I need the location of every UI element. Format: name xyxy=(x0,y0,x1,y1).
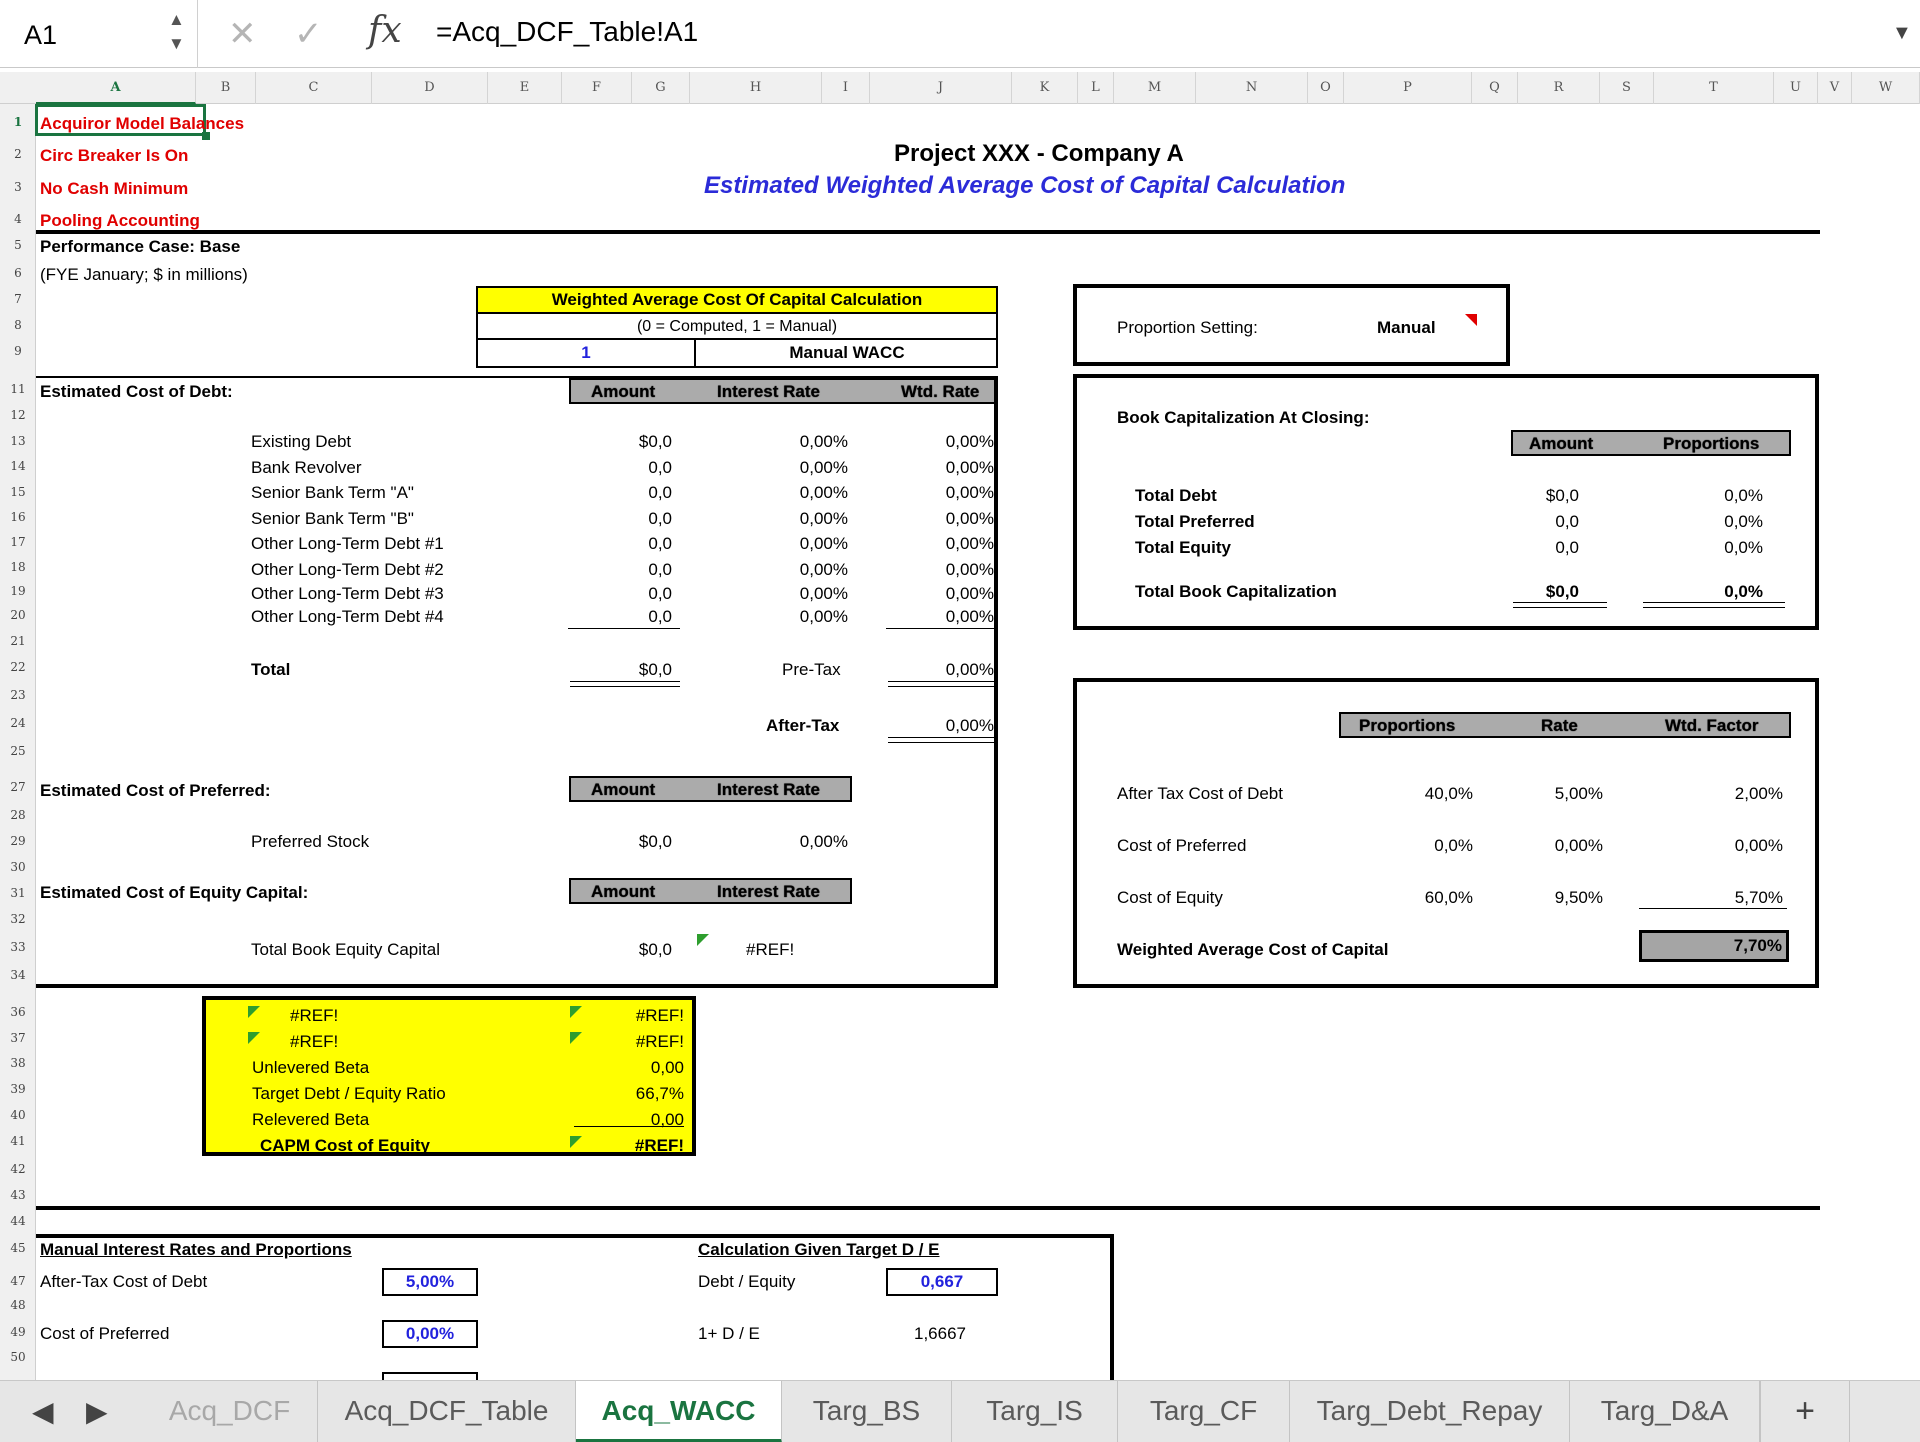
row-header-16[interactable]: 16 xyxy=(10,510,26,524)
column-header-k[interactable]: K xyxy=(1012,72,1078,104)
manual-input[interactable]: 5,00% xyxy=(382,1268,478,1296)
manual-title: Manual Interest Rates and Proportions xyxy=(40,1240,352,1259)
row-header-25[interactable]: 25 xyxy=(10,744,26,758)
page-subtitle: Estimated Weighted Average Cost of Capital Calculation xyxy=(704,172,1346,199)
capm-value: 0,00 xyxy=(650,1110,684,1129)
underline xyxy=(568,628,680,629)
wacc-calc-box xyxy=(476,286,998,368)
book-cap-total-amount: $0,0 xyxy=(1545,582,1579,601)
preferred-amount: $0,0 xyxy=(638,832,672,851)
wacc-row-prop: 0,0% xyxy=(1434,836,1473,855)
preferred-name: Preferred Stock xyxy=(251,832,370,851)
underline xyxy=(886,628,996,629)
row-header-36[interactable]: 36 xyxy=(10,1005,26,1019)
double-underline xyxy=(888,681,994,687)
debt-row-amount: 0,0 xyxy=(648,534,672,553)
row-header-4[interactable]: 4 xyxy=(14,212,22,226)
cell-reference[interactable]: A1 xyxy=(24,20,58,50)
debt-row-wtd: 0,00% xyxy=(945,432,994,451)
formula-input[interactable]: =Acq_DCF_Table!A1 xyxy=(436,16,699,47)
preferred-title: Estimated Cost of Preferred: xyxy=(40,781,271,800)
row-header-5[interactable]: 5 xyxy=(14,238,22,252)
row-header-23[interactable]: 23 xyxy=(10,688,26,702)
row-header-29[interactable]: 29 xyxy=(10,834,26,848)
expand-formula-icon[interactable]: ▼ xyxy=(1892,22,1912,44)
section-bottom-border xyxy=(36,984,998,988)
equity-header-bar xyxy=(569,878,852,904)
debt-row-rate: 0,00% xyxy=(799,432,848,451)
column-headers xyxy=(0,72,1920,104)
debt-row-wtd: 0,00% xyxy=(945,584,994,603)
wacc-row-name: Cost of Equity xyxy=(1117,888,1223,907)
book-cap-row-name: Total Preferred xyxy=(1135,512,1255,531)
debt-rate-header: Interest Rate xyxy=(717,382,820,401)
sheet-tab-targ-cf[interactable]: Targ_CF xyxy=(1118,1381,1290,1442)
wacc-row-name: After Tax Cost of Debt xyxy=(1117,784,1283,803)
error-indicator-icon[interactable] xyxy=(570,1136,582,1148)
equity-rate: #REF! xyxy=(746,940,795,959)
column-header-b[interactable]: B xyxy=(196,72,256,104)
target-label: Debt / Equity xyxy=(698,1272,796,1291)
proportion-setting-label: Proportion Setting: xyxy=(1117,318,1258,337)
target-label: 1+ D / E xyxy=(698,1324,760,1343)
row-header-8[interactable]: 8 xyxy=(14,318,22,332)
book-cap-title: Book Capitalization At Closing: xyxy=(1117,408,1370,427)
debt-row-name: Other Long-Term Debt #3 xyxy=(251,584,444,603)
sheet-tab-acq-wacc[interactable]: Acq_WACC xyxy=(576,1381,782,1442)
row-header-48[interactable]: 48 xyxy=(10,1298,26,1312)
row-headers xyxy=(0,104,36,1380)
capm-value: #REF! xyxy=(635,1032,684,1051)
debt-row-name: Other Long-Term Debt #2 xyxy=(251,560,444,579)
performance-case: Performance Case: Base xyxy=(40,237,241,256)
error-indicator-icon[interactable] xyxy=(570,1032,582,1044)
debt-row-rate: 0,00% xyxy=(799,483,848,502)
column-header-g[interactable]: G xyxy=(632,72,690,104)
scroll-left-icon[interactable]: ◀ xyxy=(32,1396,54,1427)
row-header-7[interactable]: 7 xyxy=(14,292,22,306)
row-header-47[interactable]: 47 xyxy=(10,1274,26,1288)
column-header-p[interactable]: P xyxy=(1344,72,1472,104)
row-header-37[interactable]: 37 xyxy=(10,1031,26,1045)
row-header-3[interactable]: 3 xyxy=(14,180,22,194)
wacc-mode-input[interactable]: 1 xyxy=(478,340,696,366)
manual-section-top xyxy=(36,1234,1114,1238)
aftertax-value: 0,00% xyxy=(945,716,994,735)
debt-row-wtd: 0,00% xyxy=(945,483,994,502)
debt-row-rate: 0,00% xyxy=(799,607,848,626)
debt-row-name: Senior Bank Term "A" xyxy=(251,483,414,502)
equity-name: Total Book Equity Capital xyxy=(251,940,440,959)
wacc-row-rate: 5,00% xyxy=(1554,784,1603,803)
comment-indicator-icon[interactable] xyxy=(1465,314,1477,326)
column-header-a[interactable]: A xyxy=(36,72,196,104)
capm-label: Target Debt / Equity Ratio xyxy=(252,1084,446,1103)
flag-pooling-accounting: Pooling Accounting xyxy=(40,211,200,230)
debt-row-wtd: 0,00% xyxy=(945,607,994,626)
formula-bar xyxy=(0,0,1920,68)
manual-input-partial[interactable] xyxy=(382,1372,478,1380)
proportion-setting-box xyxy=(1073,284,1510,366)
book-cap-total-label: Total Book Capitalization xyxy=(1135,582,1337,601)
add-sheet-icon[interactable]: + xyxy=(1760,1381,1850,1442)
column-header-f[interactable]: F xyxy=(562,72,632,104)
row-header-42[interactable]: 42 xyxy=(10,1162,26,1176)
preferred-rate-header: Interest Rate xyxy=(717,780,820,799)
wacc-row-factor: 2,00% xyxy=(1734,784,1783,803)
debt-row-rate: 0,00% xyxy=(799,560,848,579)
sheet-tab-targ-bs[interactable]: Targ_BS xyxy=(782,1381,952,1442)
flag-circ-breaker: Circ Breaker Is On xyxy=(40,146,189,165)
row-header-9[interactable]: 9 xyxy=(14,344,22,358)
row-header-33[interactable]: 33 xyxy=(10,940,26,954)
manual-input[interactable]: 0,00% xyxy=(382,1320,478,1348)
wacc-row-rate: 9,50% xyxy=(1554,888,1603,907)
debt-row-rate: 0,00% xyxy=(799,458,848,477)
row-header-15[interactable]: 15 xyxy=(10,485,26,499)
debt-row-rate: 0,00% xyxy=(799,509,848,528)
column-header-l[interactable]: L xyxy=(1078,72,1114,104)
book-cap-row-amount: $0,0 xyxy=(1545,486,1579,505)
debt-row-amount: 0,0 xyxy=(648,483,672,502)
wacc-calc-note: (0 = Computed, 1 = Manual) xyxy=(478,314,996,340)
wacc-box xyxy=(1073,678,1819,988)
divider xyxy=(36,230,1820,234)
target-value: 1,6667 xyxy=(914,1324,966,1343)
name-box-stepper-icon[interactable]: ▲ ▼ xyxy=(168,10,185,53)
wacc-row-rate: 0,00% xyxy=(1554,836,1603,855)
row-header-49[interactable]: 49 xyxy=(10,1325,26,1339)
section-right-border xyxy=(994,376,998,988)
debt-row-wtd: 0,00% xyxy=(945,458,994,477)
name-box[interactable] xyxy=(0,0,198,68)
book-cap-row-amount: 0,0 xyxy=(1555,512,1579,531)
debt-row-wtd: 0,00% xyxy=(945,534,994,553)
wacc-header-bar xyxy=(1339,712,1791,738)
row-header-6[interactable]: 6 xyxy=(14,266,22,280)
column-header-v[interactable]: V xyxy=(1818,72,1852,104)
equity-title: Estimated Cost of Equity Capital: xyxy=(40,883,309,902)
wacc-result-value[interactable]: 7,70% xyxy=(1639,930,1789,962)
column-header-s[interactable]: S xyxy=(1600,72,1654,104)
target-input[interactable]: 0,667 xyxy=(886,1268,998,1296)
underline xyxy=(574,1126,684,1127)
row-header-21[interactable]: 21 xyxy=(10,634,26,648)
capm-label: Relevered Beta xyxy=(252,1110,370,1129)
row-header-31[interactable]: 31 xyxy=(10,886,26,900)
double-underline xyxy=(888,737,994,743)
row-header-43[interactable]: 43 xyxy=(10,1188,26,1202)
wacc-prop-header: Proportions xyxy=(1359,716,1456,735)
row-header-20[interactable]: 20 xyxy=(10,608,26,622)
row-header-22[interactable]: 22 xyxy=(10,660,26,674)
wacc-row-prop: 40,0% xyxy=(1424,784,1473,803)
flag-no-cash-minimum: No Cash Minimum xyxy=(40,179,189,198)
sheet-tab-bar xyxy=(0,1380,1920,1442)
debt-row-amount: 0,0 xyxy=(648,560,672,579)
wacc-result-label: Weighted Average Cost of Capital xyxy=(1117,940,1389,959)
capm-value: #REF! xyxy=(634,1136,684,1155)
scroll-right-icon[interactable]: ▶ xyxy=(86,1396,108,1427)
debt-total-amount: $0,0 xyxy=(638,660,672,679)
capm-label: #REF! xyxy=(290,1032,339,1051)
debt-row-rate: 0,00% xyxy=(799,534,848,553)
book-cap-amount-header: Amount xyxy=(1529,434,1594,453)
debt-row-amount: 0,0 xyxy=(648,607,672,626)
error-indicator-icon[interactable] xyxy=(570,1006,582,1018)
wacc-rate-header: Rate xyxy=(1541,716,1578,735)
row-header-12[interactable]: 12 xyxy=(10,408,26,422)
wacc-row-factor: 0,00% xyxy=(1734,836,1783,855)
column-header-m[interactable]: M xyxy=(1114,72,1196,104)
row-header-2[interactable]: 2 xyxy=(14,147,22,161)
manual-label: Cost of Preferred xyxy=(40,1324,170,1343)
book-cap-row-name: Total Debt xyxy=(1135,486,1217,505)
book-cap-header-bar xyxy=(1511,430,1791,456)
column-header-u[interactable]: U xyxy=(1774,72,1818,104)
error-indicator-icon[interactable] xyxy=(248,1032,260,1044)
row-header-50[interactable]: 50 xyxy=(10,1350,26,1364)
sheet-tab-acq-dcf-table[interactable]: Acq_DCF_Table xyxy=(318,1381,576,1442)
wacc-calc-header: Weighted Average Cost Of Capital Calculation xyxy=(478,288,996,314)
preferred-header-bar xyxy=(569,776,852,802)
book-cap-row-prop: 0,0% xyxy=(1724,512,1763,531)
wacc-mode-label: Manual WACC xyxy=(789,343,905,362)
capm-label: CAPM Cost of Equity xyxy=(260,1136,430,1155)
debt-wtd-header: Wtd. Rate xyxy=(901,382,980,401)
column-header-n[interactable]: N xyxy=(1196,72,1308,104)
debt-row-wtd: 0,00% xyxy=(945,509,994,528)
fye-note: (FYE January; $ in millions) xyxy=(40,265,248,284)
debt-row-rate: 0,00% xyxy=(799,584,848,603)
book-cap-total-prop: 0,0% xyxy=(1724,582,1763,601)
row-header-11[interactable]: 11 xyxy=(10,382,26,396)
manual-label: After-Tax Cost of Debt xyxy=(40,1272,208,1291)
debt-row-amount: $0,0 xyxy=(638,432,672,451)
row-header-13[interactable]: 13 xyxy=(10,434,26,448)
cancel-icon[interactable]: ✕ xyxy=(228,15,257,53)
book-cap-box xyxy=(1073,374,1819,630)
capm-value: 0,00 xyxy=(650,1058,684,1077)
wacc-row-prop: 60,0% xyxy=(1424,888,1473,907)
debt-row-amount: 0,0 xyxy=(648,509,672,528)
debt-row-wtd: 0,00% xyxy=(945,560,994,579)
book-cap-row-prop: 0,0% xyxy=(1724,538,1763,557)
page-title: Project XXX - Company A xyxy=(894,140,1184,167)
column-header-j[interactable]: J xyxy=(870,72,1012,104)
double-underline xyxy=(570,681,680,687)
wacc-factor-header: Wtd. Factor xyxy=(1665,716,1759,735)
divider xyxy=(36,1206,1820,1210)
proportion-setting-value[interactable]: Manual xyxy=(1377,318,1436,337)
row-header-28[interactable]: 28 xyxy=(10,808,26,822)
debt-row-amount: 0,0 xyxy=(648,458,672,477)
debt-row-name: Other Long-Term Debt #4 xyxy=(251,607,444,626)
column-header-d[interactable]: D xyxy=(372,72,488,104)
underline xyxy=(1639,908,1787,909)
row-header-40[interactable]: 40 xyxy=(10,1108,26,1122)
row-header-41[interactable]: 41 xyxy=(10,1134,26,1148)
manual-section-right xyxy=(1110,1234,1114,1380)
sheet-tab-targ-is[interactable]: Targ_IS xyxy=(952,1381,1118,1442)
row-header-32[interactable]: 32 xyxy=(10,912,26,926)
column-header-i[interactable]: I xyxy=(822,72,870,104)
row-header-27[interactable]: 27 xyxy=(10,780,26,794)
column-header-h[interactable]: H xyxy=(690,72,822,104)
debt-row-amount: 0,0 xyxy=(648,584,672,603)
book-cap-row-prop: 0,0% xyxy=(1724,486,1763,505)
preferred-rate: 0,00% xyxy=(799,832,848,851)
row-header-24[interactable]: 24 xyxy=(10,716,26,730)
sheet-tab-targ-d-a[interactable]: Targ_D&A xyxy=(1570,1381,1760,1442)
row-header-14[interactable]: 14 xyxy=(10,459,26,473)
debt-total-label: Total xyxy=(251,660,291,679)
sheet-tab-targ-debt-repay[interactable]: Targ_Debt_Repay xyxy=(1290,1381,1570,1442)
column-header-r[interactable]: R xyxy=(1518,72,1600,104)
double-underline xyxy=(1513,602,1607,608)
row-header-38[interactable]: 38 xyxy=(10,1056,26,1070)
debt-row-name: Other Long-Term Debt #1 xyxy=(251,534,444,553)
capm-label: Unlevered Beta xyxy=(252,1058,370,1077)
book-cap-row-name: Total Equity xyxy=(1135,538,1232,557)
equity-amount-header: Amount xyxy=(591,882,656,901)
column-header-o[interactable]: O xyxy=(1308,72,1344,104)
row-header-45[interactable]: 45 xyxy=(10,1241,26,1255)
column-header-c[interactable]: C xyxy=(256,72,372,104)
preferred-amount-header: Amount xyxy=(591,780,656,799)
row-header-19[interactable]: 19 xyxy=(10,584,26,598)
row-header-17[interactable]: 17 xyxy=(10,535,26,549)
row-header-1[interactable]: 1 xyxy=(13,115,23,129)
book-cap-prop-header: Proportions xyxy=(1663,434,1760,453)
wacc-row-name: Cost of Preferred xyxy=(1117,836,1247,855)
debt-amount-header: Amount xyxy=(591,382,656,401)
debt-row-name: Bank Revolver xyxy=(251,458,362,477)
row-header-30[interactable]: 30 xyxy=(10,860,26,874)
book-cap-row-amount: 0,0 xyxy=(1555,538,1579,557)
target-title: Calculation Given Target D / E xyxy=(698,1240,940,1259)
column-header-t[interactable]: T xyxy=(1654,72,1774,104)
pretax-label: Pre-Tax xyxy=(782,660,841,679)
capm-value: 66,7% xyxy=(635,1084,684,1103)
column-header-w[interactable]: W xyxy=(1852,72,1920,104)
double-underline xyxy=(1643,602,1785,608)
equity-amount: $0,0 xyxy=(638,940,672,959)
error-indicator-icon[interactable] xyxy=(697,934,709,946)
row-header-44[interactable]: 44 xyxy=(10,1214,26,1228)
row-header-18[interactable]: 18 xyxy=(10,560,26,574)
debt-title: Estimated Cost of Debt: xyxy=(40,382,233,401)
confirm-icon[interactable]: ✓ xyxy=(294,15,323,53)
debt-row-name: Existing Debt xyxy=(251,432,352,451)
row-header-39[interactable]: 39 xyxy=(10,1082,26,1096)
equity-rate-header: Interest Rate xyxy=(717,882,820,901)
function-icon[interactable]: fx xyxy=(368,10,402,51)
flag-acquiror-balances: Acquiror Model Balances xyxy=(40,114,245,133)
capm-label: #REF! xyxy=(290,1006,339,1025)
debt-header-bar xyxy=(569,378,996,404)
aftertax-label: After-Tax xyxy=(766,716,840,735)
debt-row-name: Senior Bank Term "B" xyxy=(251,509,414,528)
pretax-value: 0,00% xyxy=(945,660,994,679)
capm-value: #REF! xyxy=(635,1006,684,1025)
column-header-q[interactable]: Q xyxy=(1472,72,1518,104)
capm-box xyxy=(202,996,696,1156)
sheet-tab-acq-dcf[interactable]: Acq_DCF xyxy=(142,1381,318,1442)
column-header-e[interactable]: E xyxy=(488,72,562,104)
wacc-row-factor: 5,70% xyxy=(1734,888,1783,907)
error-indicator-icon[interactable] xyxy=(248,1006,260,1018)
row-header-34[interactable]: 34 xyxy=(10,968,26,982)
